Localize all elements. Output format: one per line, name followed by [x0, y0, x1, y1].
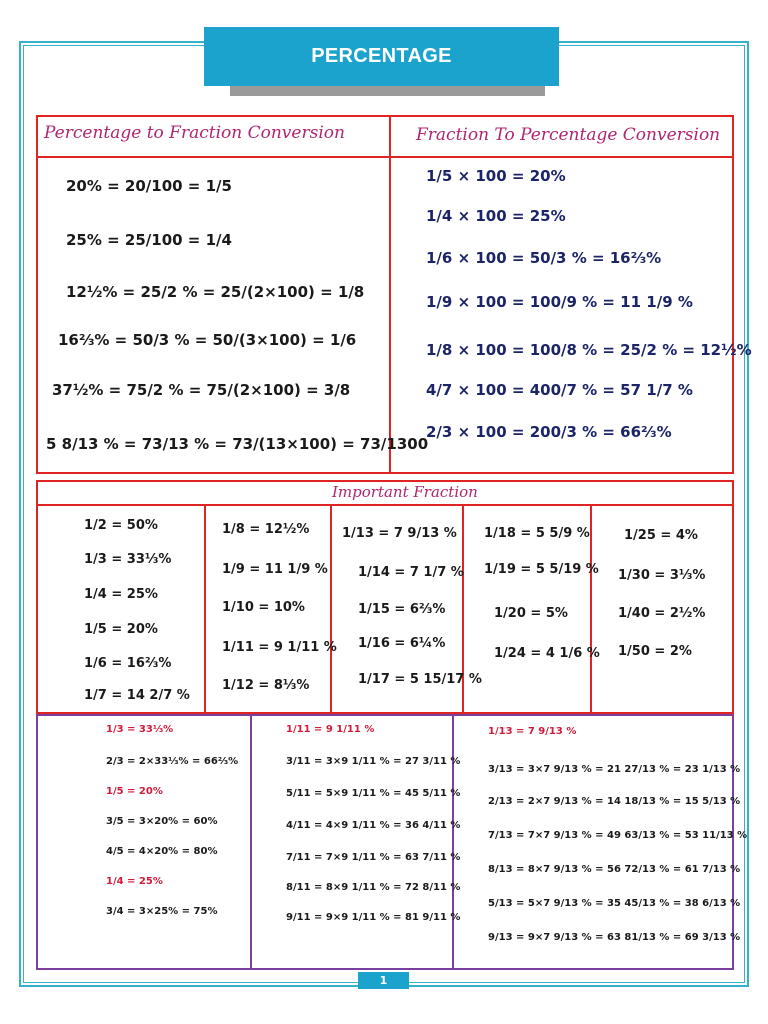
important-item: 1/10 = 10%: [222, 600, 305, 615]
important-item: 1/24 = 4 1/6 %: [494, 646, 600, 661]
important-fraction-table: [36, 480, 734, 714]
important-item: 1/18 = 5 5/9 %: [484, 526, 590, 541]
derived-item: 2/3 = 2×33⅓% = 66⅔%: [106, 756, 239, 767]
important-header-rule: [38, 504, 732, 506]
derived-item: 8/13 = 8×7 9/13 % = 56 72/13 % = 61 7/13 %: [488, 864, 741, 875]
page-number: [358, 972, 409, 989]
p2f-line: 5 8/13 % = 73/13 % = 73/(13×100) = 73/1300: [46, 435, 429, 453]
derived-item: 9/13 = 9×7 9/13 % = 63 81/13 % = 69 3/13 %: [488, 932, 741, 943]
derived-item: 1/13 = 7 9/13 %: [488, 726, 577, 737]
important-item: 1/16 = 6¼%: [358, 636, 446, 651]
f2p-line: 1/6 × 100 = 50/3 % = 16⅔%: [426, 249, 662, 267]
important-divider: [590, 504, 592, 712]
f2p-line: 1/4 × 100 = 25%: [426, 207, 566, 225]
derived-item: 1/5 = 20%: [106, 786, 163, 797]
important-header: Important Fraction: [332, 483, 478, 501]
title-banner: [204, 27, 559, 86]
p2f-line: 25% = 25/100 = 1/4: [66, 231, 232, 249]
derived-item: 3/4 = 3×25% = 75%: [106, 906, 218, 917]
important-item: 1/50 = 2%: [618, 644, 692, 659]
p2f-line: 16⅔% = 50/3 % = 50/(3×100) = 1/6: [58, 331, 357, 349]
f2p-line: 1/9 × 100 = 100/9 % = 11 1/9 %: [426, 293, 693, 311]
important-item: 1/30 = 3⅓%: [618, 568, 706, 583]
important-item: 1/8 = 12½%: [222, 522, 310, 537]
important-item: 1/9 = 11 1/9 %: [222, 562, 328, 577]
derived-item: 4/5 = 4×20% = 80%: [106, 846, 218, 857]
important-item: 1/6 = 16⅔%: [84, 656, 172, 671]
conversion-header-rule: [38, 156, 732, 158]
important-item: 1/13 = 7 9/13 %: [342, 526, 457, 541]
derived-fraction-table: [36, 714, 748, 970]
derived-item: 1/4 = 25%: [106, 876, 163, 887]
f2p-header: Fraction To Percentage Conversion: [416, 125, 721, 145]
important-item: 1/5 = 20%: [84, 622, 158, 637]
derived-item: 3/11 = 3×9 1/11 % = 27 3/11 %: [286, 756, 461, 767]
important-divider: [204, 504, 206, 712]
important-item: 1/3 = 33⅓%: [84, 552, 172, 567]
derived-item: 7/13 = 7×7 9/13 % = 49 63/13 % = 53 11/13 %: [488, 830, 748, 841]
important-item: 1/2 = 50%: [84, 518, 158, 533]
p2f-line: 12½% = 25/2 % = 25/(2×100) = 1/8: [66, 283, 365, 301]
important-divider: [330, 504, 332, 712]
important-item: 1/11 = 9 1/11 %: [222, 640, 337, 655]
f2p-line: 2/3 × 100 = 200/3 % = 66⅔%: [426, 423, 672, 441]
page-title: PERCENTAGE: [311, 45, 452, 67]
derived-item: 1/3 = 33⅓%: [106, 724, 174, 735]
derived-item: 8/11 = 8×9 1/11 % = 72 8/11 %: [286, 882, 461, 893]
derived-item: 9/11 = 9×9 1/11 % = 81 9/11 %: [286, 912, 461, 923]
f2p-line: 1/8 × 100 = 100/8 % = 25/2 % = 12½%: [426, 341, 752, 359]
conversion-divider: [389, 117, 391, 472]
important-item: 1/19 = 5 5/19 %: [484, 562, 599, 577]
derived-divider: [452, 716, 454, 968]
important-item: 1/14 = 7 1/7 %: [358, 565, 464, 580]
p2f-line: 20% = 20/100 = 1/5: [66, 177, 232, 195]
derived-item: 2/13 = 2×7 9/13 % = 14 18/13 % = 15 5/13 %: [488, 796, 741, 807]
derived-item: 5/11 = 5×9 1/11 % = 45 5/11 %: [286, 788, 461, 799]
important-item: 1/4 = 25%: [84, 587, 158, 602]
f2p-line: 1/5 × 100 = 20%: [426, 167, 566, 185]
important-item: 1/15 = 6⅔%: [358, 602, 446, 617]
important-item: 1/40 = 2½%: [618, 606, 706, 621]
derived-item: 3/13 = 3×7 9/13 % = 21 27/13 % = 23 1/13 %: [488, 764, 741, 775]
important-item: 1/12 = 8⅓%: [222, 678, 310, 693]
derived-item: 7/11 = 7×9 1/11 % = 63 7/11 %: [286, 852, 461, 863]
important-item: 1/25 = 4%: [624, 528, 698, 543]
page-number-label: 1: [379, 974, 388, 987]
f2p-line: 4/7 × 100 = 400/7 % = 57 1/7 %: [426, 381, 693, 399]
important-item: 1/20 = 5%: [494, 606, 568, 621]
derived-item: 3/5 = 3×20% = 60%: [106, 816, 218, 827]
p2f-header: Percentage to Fraction Conversion: [44, 123, 345, 143]
important-item: 1/17 = 5 15/17 %: [358, 672, 482, 687]
derived-divider: [250, 716, 252, 968]
conversion-table: [36, 115, 752, 474]
derived-item: 5/13 = 5×7 9/13 % = 35 45/13 % = 38 6/13 %: [488, 898, 741, 909]
derived-item: 1/11 = 9 1/11 %: [286, 724, 375, 735]
p2f-line: 37½% = 75/2 % = 75/(2×100) = 3/8: [52, 381, 351, 399]
derived-item: 4/11 = 4×9 1/11 % = 36 4/11 %: [286, 820, 461, 831]
important-item: 1/7 = 14 2/7 %: [84, 688, 190, 703]
